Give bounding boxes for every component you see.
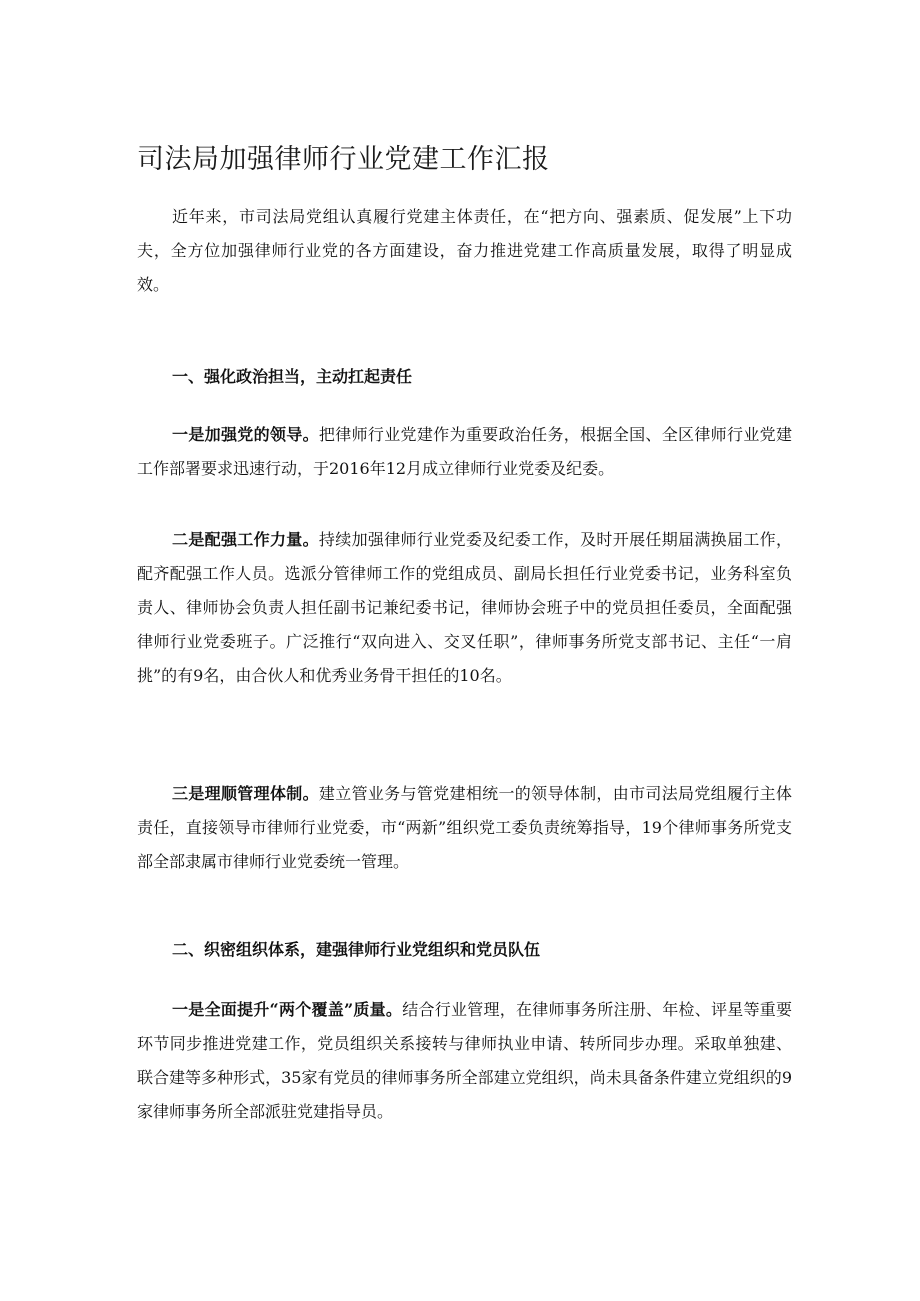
paragraph-lead: 一是全面提升“两个覆盖”质量。 [172,1000,403,1019]
paragraph-text: 把律师行业党建作为重要政治任务，根据全国、全区律师行业党建工作部署要求迅速行动，于2016年12月成立律师行业党委及纪委。 [137,425,792,478]
paragraph-text: 持续加强律师行业党委及纪委工作，及时开展任期届满换届工作，配齐配强工作人员。选派分管律师工作的党组成员、副局长担任行业党委书记，业务科室负责人、律师协会负责人担任副书记兼纪委书记，律师协会班子中的党员担任委员，全面配强律师行业党委班子。广泛推行“双向进入、交叉任职”，律师事务所党支部书记、主任“一肩挑”的有9名，由合伙人和优秀业务骨干担任的10名。 [137,530,792,685]
section-1-paragraph-3 [137,777,792,879]
section-heading-2: 二、织密组织体系，建强律师行业党组织和党员队伍 [172,940,541,959]
paragraph-lead: 一是加强党的领导。 [172,425,319,444]
section-2-paragraph-1 [137,993,792,1129]
section-1-paragraph-2 [137,523,792,693]
section-heading-1: 一、强化政治担当，主动扛起责任 [172,367,413,386]
section-1-paragraph-1 [137,418,792,486]
paragraph-lead: 三是理顺管理体制。 [172,784,319,803]
intro-paragraph: 近年来，市司法局党组认真履行党建主体责任，在“把方向、强素质、促发展”上下功夫，全方位加强律师行业党的各方面建设，奋力推进党建工作高质量发展，取得了明显成效。 [137,207,792,294]
paragraph-text: 建立管业务与管党建相统一的领导体制，由市司法局党组履行主体责任，直接领导市律师行业党委，市“两新”组织党工委负责统筹指导，19个律师事务所党支部全部隶属市律师行业党委统一管理。 [137,784,792,871]
paragraph-lead: 二是配强工作力量。 [172,530,319,549]
document-title: 司法局加强律师行业党建工作汇报 [137,144,550,175]
paragraph-text: 结合行业管理，在律师事务所注册、年检、评星等重要环节同步推进党建工作，党员组织关系接转与律师执业申请、转所同步办理。采取单独建、联合建等多种形式，35家有党员的律师事务所全部建立党组织，尚未具备条件建立党组织的9家律师事务所全部派驻党建指导员。 [137,1000,792,1121]
